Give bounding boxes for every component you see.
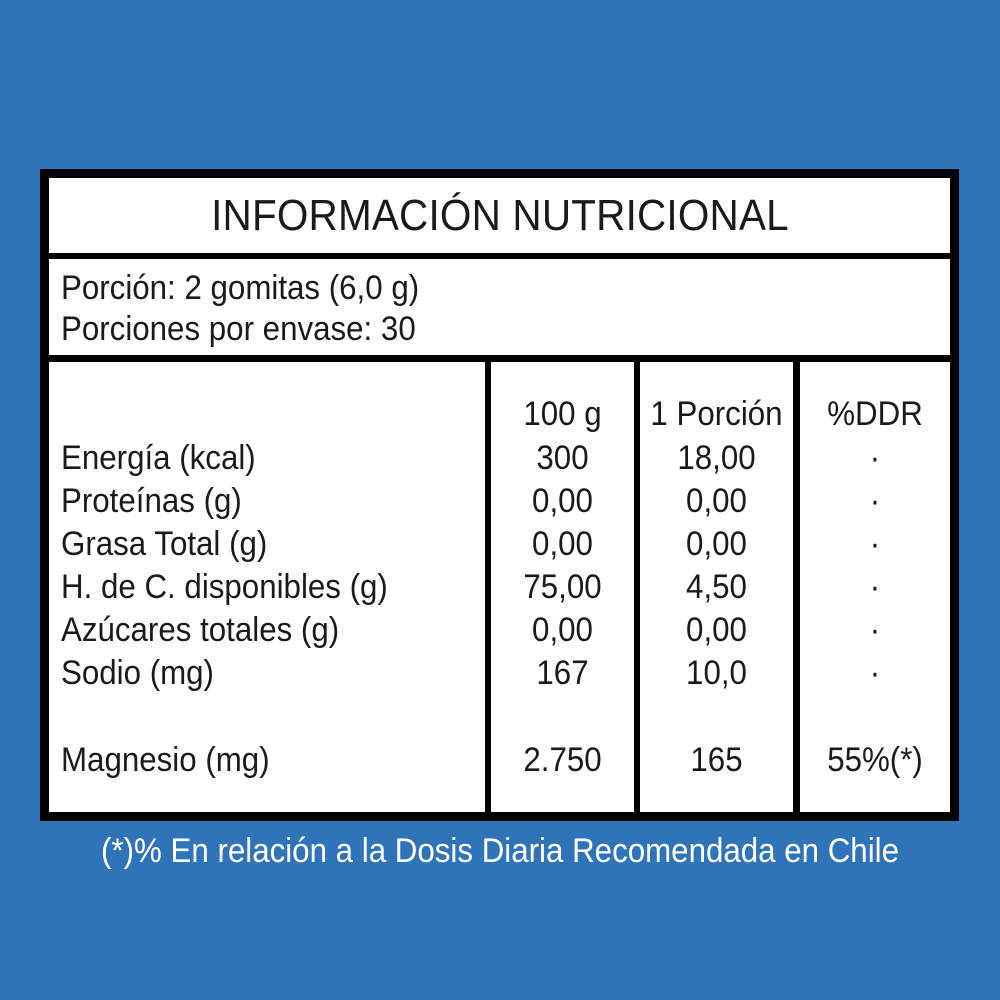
value-ddr: ·: [869, 654, 881, 692]
table-title: INFORMACIÓN NUTRICIONAL: [210, 190, 789, 240]
value-ddr: 55%(*): [827, 741, 923, 779]
nutrient-name: Sodio (mg): [61, 654, 214, 692]
value-ddr: ·: [869, 611, 881, 649]
nutrient-name: Magnesio (mg): [61, 741, 270, 779]
column-header-100g: 100 g: [523, 395, 602, 433]
value-100g: 2.750: [523, 741, 602, 779]
value-ddr: ·: [869, 482, 881, 520]
value-portion: 165: [690, 741, 743, 779]
value-ddr: ·: [869, 439, 881, 477]
nutrient-name: Energía (kcal): [61, 439, 256, 477]
value-100g: 0,00: [532, 611, 593, 649]
nutrient-name: Azúcares totales (g): [61, 611, 340, 649]
value-100g: 0,00: [532, 482, 593, 520]
per-portion-column: [640, 362, 793, 812]
nutrient-name: H. de C. disponibles (g): [61, 568, 388, 606]
value-portion: 0,00: [686, 525, 747, 563]
per-100g-column: [491, 362, 634, 812]
serving-info: [49, 259, 950, 355]
nutrient-names-column: [49, 362, 485, 812]
nutrient-name: Proteínas (g): [61, 482, 242, 520]
serving-size: Porción: 2 gomitas (6,0 g): [61, 269, 420, 307]
nutrient-name: Grasa Total (g): [61, 525, 268, 563]
column-header-ddr: %DDR: [827, 395, 923, 433]
value-100g: 300: [536, 439, 589, 477]
ddr-column: [800, 362, 950, 812]
value-portion: 0,00: [686, 611, 747, 649]
value-portion: 0,00: [686, 482, 747, 520]
value-ddr: ·: [869, 568, 881, 606]
value-100g: 0,00: [532, 525, 593, 563]
servings-per-container: Porciones por envase: 30: [61, 310, 416, 348]
column-header-portion: 1 Porción: [650, 395, 783, 433]
nutrition-facts-table: [40, 169, 959, 821]
value-portion: 4,50: [686, 568, 747, 606]
value-100g: 167: [536, 654, 589, 692]
value-100g: 75,00: [523, 568, 602, 606]
title-box: [49, 178, 950, 253]
value-portion: 18,00: [677, 439, 756, 477]
value-ddr: ·: [869, 525, 881, 563]
value-portion: 10,0: [686, 654, 747, 692]
footnote: (*)% En relación a la Dosis Diaria Recomendada en Chile: [100, 832, 900, 870]
